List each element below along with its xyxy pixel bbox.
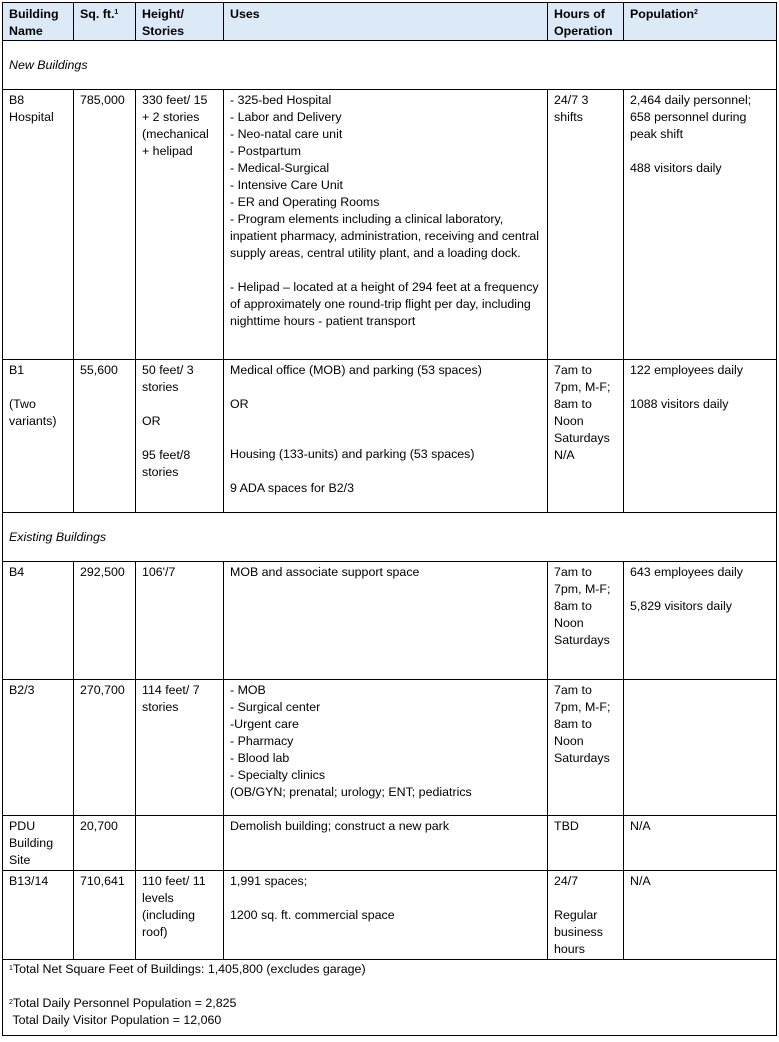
header-height: Height/ Stories xyxy=(136,3,224,41)
use-item: - Postpartum xyxy=(230,144,301,158)
cell-uses: 1,991 spaces; 1200 sq. ft. commercial space xyxy=(224,871,548,960)
cell-population: 643 employees daily 5,829 visitors daily xyxy=(624,562,777,680)
cell-uses: Demolish building; construct a new park xyxy=(224,816,548,871)
cell-hours: 24/7 3 shifts xyxy=(548,90,624,360)
use-item: - Labor and Delivery xyxy=(230,110,342,124)
cell-building-name: PDU Building Site xyxy=(3,816,74,871)
header-building-name: Building Name xyxy=(3,3,74,41)
cell-sqft: 20,700 xyxy=(74,816,136,871)
cell-sqft: 55,600 xyxy=(74,360,136,513)
table-row-b2-3 xyxy=(3,680,777,816)
cell-hours: 7am to 7pm, M-F; 8am to Noon Saturdays xyxy=(548,680,624,816)
use-item: - Program elements including a clinical laboratory, inpatient pharmacy, administration, receiving and central supply areas, central utility plant, and a loading dock. xyxy=(230,212,540,260)
cell-building-name: B8 Hospital xyxy=(3,90,74,360)
cell-height xyxy=(136,816,224,871)
table-row-b1 xyxy=(3,360,777,513)
cell-height: 114 feet/ 7 stories xyxy=(136,680,224,816)
use-item: - 325-bed Hospital xyxy=(230,93,332,107)
cell-sqft: 270,700 xyxy=(74,680,136,816)
use-item: - Medical-Surgical xyxy=(230,161,330,175)
cell-population: 122 employees daily 1088 visitors daily xyxy=(624,360,777,513)
cell-uses: Medical office (MOB) and parking (53 spaces) OR Housing (133-units) and parking (53 spaces) 9 ADA spaces for B2/3 xyxy=(224,360,548,513)
cell-hours: 7am to 7pm, M-F; 8am to Noon Saturdays xyxy=(548,562,624,680)
section-row-new xyxy=(3,41,777,90)
cell-population: N/A xyxy=(624,871,777,960)
population-visitors: 488 visitors daily xyxy=(630,161,722,175)
footnote-1: $^1$Total Net Square Feet of Buildings: 1,405,800 (excludes garage) xyxy=(9,962,366,976)
cell-building-name: B1 (Two variants) xyxy=(3,360,74,513)
use-item: - Helipad – located at a height of 294 feet at a frequency of approximately one round-trip flight per day, including nighttime hours - patient transport xyxy=(230,280,539,328)
cell-height: 110 feet/ 11 levels (including roof) xyxy=(136,871,224,960)
header-population: Population$^2$ xyxy=(624,3,777,41)
table-row-b4 xyxy=(3,562,777,680)
footnote-marker: 1 xyxy=(114,9,119,16)
table-row-b13-14 xyxy=(3,871,777,960)
use-item: - Neo-natal care unit xyxy=(230,127,343,141)
population-personnel: 2,464 daily personnel; 658 personnel during peak shift xyxy=(630,93,752,141)
header-sqft: Sq. ft.$^1$ xyxy=(74,3,136,41)
footnotes-row xyxy=(3,960,777,1036)
footnotes xyxy=(3,960,777,1036)
cell-hours: 24/7 Regular business hours xyxy=(548,871,624,960)
cell-height: 106'/7 xyxy=(136,562,224,680)
footnote-2b: Total Daily Visitor Population = 12,060 xyxy=(12,1013,222,1027)
section-title-existing-buildings: Existing Buildings xyxy=(3,513,777,562)
cell-building-name: B13/14 xyxy=(3,871,74,960)
building-summary-table xyxy=(2,2,777,1036)
table-row-b8 xyxy=(3,90,777,360)
cell-height: 330 feet/ 15 + 2 stories (mechanical + helipad xyxy=(136,90,224,360)
cell-population xyxy=(624,680,777,816)
cell-sqft: 785,000 xyxy=(74,90,136,360)
table-row-pdu xyxy=(3,816,777,871)
footnote-marker: 2 xyxy=(694,9,698,16)
cell-population xyxy=(624,90,777,360)
cell-sqft: 710,641 xyxy=(74,871,136,960)
variant-note: (Two variants) xyxy=(9,397,57,428)
cell-building-name: B2/3 xyxy=(3,680,74,816)
cell-population: N/A xyxy=(624,816,777,871)
header-uses: Uses xyxy=(224,3,548,41)
cell-hours: 7am to 7pm, M-F; 8am to Noon Saturdays N/A xyxy=(548,360,624,513)
header-hours: Hours of Operation xyxy=(548,3,624,41)
footnote-2: $^2$Total Daily Personnel Population = 2,825 xyxy=(9,996,237,1010)
cell-sqft: 292,500 xyxy=(74,562,136,680)
cell-building-name: B4 xyxy=(3,562,74,680)
cell-height: 50 feet/ 3 stories OR 95 feet/8 stories xyxy=(136,360,224,513)
section-row-existing xyxy=(3,513,777,562)
table-header-row xyxy=(3,3,777,41)
cell-uses: MOB and associate support space xyxy=(224,562,548,680)
cell-uses xyxy=(224,90,548,360)
cell-uses: - MOB - Surgical center -Urgent care - Pharmacy - Blood lab - Specialty clinics (OB/GYN; prenatal; urology; ENT; pediatrics xyxy=(224,680,548,816)
use-item: - Intensive Care Unit xyxy=(230,178,343,192)
cell-hours: TBD xyxy=(548,816,624,871)
use-item: - ER and Operating Rooms xyxy=(230,195,380,209)
section-title-new-buildings: New Buildings xyxy=(3,41,777,90)
